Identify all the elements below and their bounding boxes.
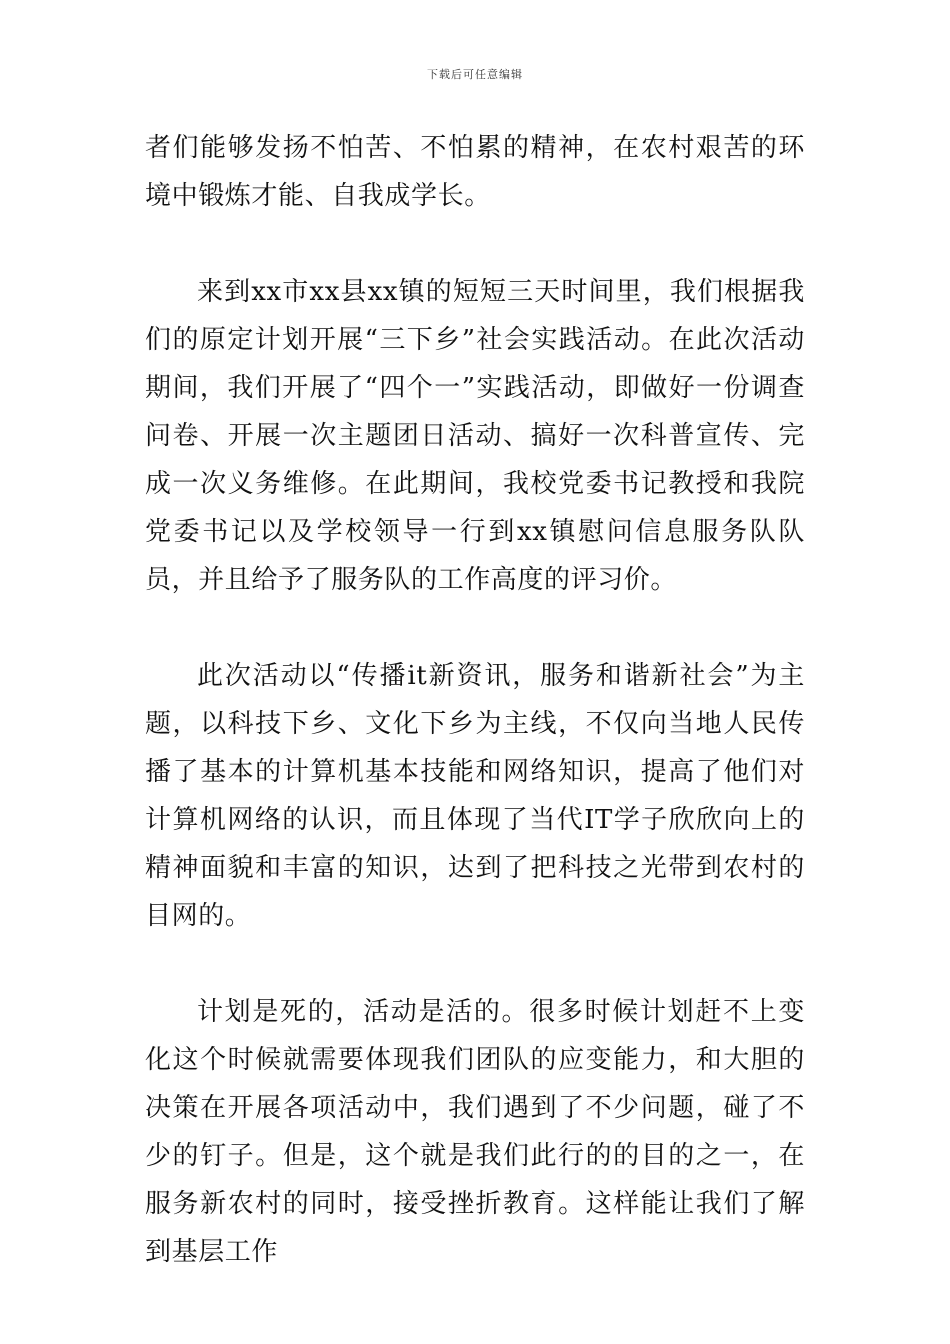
- paragraph-gap: [145, 940, 805, 988]
- paragraph-1: 者们能够发扬不怕苦、不怕累的精神，在农村艰苦的环境中锻炼才能、自我成学长。: [145, 133, 805, 211]
- paragraph-4: 计划是死的，活动是活的。很多时候计划赶不上变化这个时候就需要体现我们团队的应变能力，和大胆的决策在开展各项活动中，我们遇到了不少问题，碰了不少的钉子。但是，这个就是我们此行的的目的之一，在服务新农村的同时，接受挫折教育。这样能让我们了解到基层工作: [145, 997, 805, 1267]
- paragraph-gap: [145, 220, 805, 268]
- header-note: 下载后可任意编辑: [427, 68, 523, 81]
- paragraph-gap: [145, 604, 805, 652]
- document-body: [145, 124, 805, 1276]
- paragraph-2: 来到xx市xx县xx镇的短短三天时间里，我们根据我们的原定计划开展“三下乡”社会实践活动。在此次活动期间，我们开展了“四个一”实践活动，即做好一份调查问卷、开展一次主题团日活动、搞好一次科普宣传、完成一次义务维修。在此期间，我校党委书记教授和我院党委书记以及学校领导一行到xx镇慰问信息服务队队员，并且给予了服务队的工作高度的评习价。: [145, 277, 805, 595]
- paragraph-3: 此次活动以“传播it新资讯，服务和谐新社会”为主题，以科技下乡、文化下乡为主线，不仅向当地人民传播了基本的计算机基本技能和网络知识，提高了他们对计算机网络的认识，而且体现了当代IT学子欣欣向上的精神面貌和丰富的知识，达到了把科技之光带到农村的目网的。: [145, 661, 805, 931]
